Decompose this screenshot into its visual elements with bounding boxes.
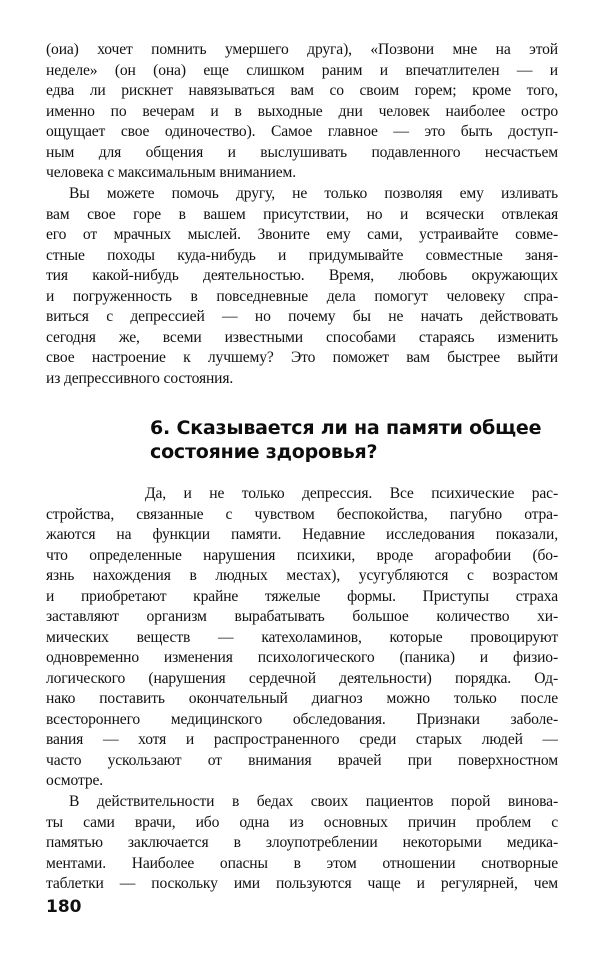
text-line: часто ускользают от внимания врачей при поверхностном <box>46 751 558 769</box>
text-line: что определенные нарушения психики, вроде агорафобии (бо- <box>46 546 558 564</box>
paragraph-4 <box>46 792 558 895</box>
text-line: памятью заключается в злоупотреблении некоторыми медика- <box>46 834 558 851</box>
text-line: одновременно изменения психологического (паника) и физио- <box>46 649 558 666</box>
text-line: виться с депрессией — но почему бы не начать действовать <box>46 308 558 325</box>
text-line: всестороннего медицинского обследования. Признаки заболе- <box>46 710 558 728</box>
text-line: тия какой-нибудь деятельностью. Время, любовь окружающих <box>46 267 558 284</box>
text-line: заставляют организм вырабатывать большое количество хи- <box>46 608 558 625</box>
text-line: едва ли рискнет навязываться вам со своим горем; кроме того, <box>46 82 558 99</box>
text-line: Да, и не только депрессия. Все психические рас- <box>145 485 558 502</box>
text-line: стройства, связанные с чувством беспокойства, пагубно отра- <box>46 505 558 523</box>
text-line: и погруженность в повседневные дела помогут человеку спра- <box>46 287 558 305</box>
text-line: сегодня же, всеми известными способами стараясь изменить <box>46 328 558 346</box>
text-line: именно по вечерам и в выходные дни человек наиболее остро <box>46 102 558 120</box>
text-line: мических веществ — катехоламинов, которые провоцируют <box>46 628 558 646</box>
text-line: логического (нарушения сердечной деятельности) порядка. Од- <box>46 669 558 687</box>
text-line: жаются на функции памяти. Недавние исследования показали, <box>46 526 558 543</box>
page-number: 180 <box>46 897 82 917</box>
paragraph-3 <box>46 484 558 792</box>
heading-line: 6. Сказывается ли на памяти общее <box>150 417 542 439</box>
text-line: язнь нахождения в людных местах), усугубляются с возрастом <box>46 567 558 584</box>
text-line: вания — хотя и распространенного среди старых людей — <box>46 731 558 748</box>
text-line: осмотре. <box>46 772 103 789</box>
text-line: свое настроение к лучшему? Это поможет вам быстрее выйти <box>46 349 558 366</box>
section-heading <box>150 416 570 464</box>
text-line: ным для общения и выслушивать подавленного несчастьем <box>46 143 558 161</box>
text-line: вам свое горе в вашем присутствии, но и всячески отвлекая <box>46 205 558 223</box>
text-line: таблетки — поскольку ими пользуются чаще и регулярней, чем <box>46 875 558 892</box>
text-line: стные походы куда-нибудь и придумывайте совместные заня- <box>46 246 558 264</box>
text-line: Вы можете помочь другу, не только позволяя ему изливать <box>69 185 558 202</box>
text-line: нако поставить окончательный диагноз можно только после <box>46 690 558 707</box>
text-line: его от мрачных мыслей. Звоните ему сами, устраивайте совме- <box>46 226 558 243</box>
text-line: В действительности в бедах своих пациентов порой винова- <box>69 793 558 810</box>
text-line: и приобретают крайне тяжелые формы. Приступы страха <box>46 587 558 605</box>
text-line: человека с максимальным вниманием. <box>46 164 296 181</box>
text-line: ты сами врачи, ибо одна из основных причин проблем с <box>46 813 558 831</box>
text-line: неделе» (он (она) еще слишком раним и впечатлителен — и <box>46 61 558 79</box>
text-line: ощущает свое одиночество). Самое главное — это быть доступ- <box>46 123 558 140</box>
text-line: (оиа) хочет помнить умершего друга), «Позвони мне на этой <box>46 41 558 58</box>
heading-line: состояние здоровья? <box>150 441 378 463</box>
paragraph-2 <box>46 184 558 389</box>
paragraph-1 <box>46 40 558 184</box>
text-line: ментами. Наиболее опасны в этом отношении снотворные <box>46 854 558 872</box>
text-line: из депрессивного состояния. <box>46 369 234 387</box>
